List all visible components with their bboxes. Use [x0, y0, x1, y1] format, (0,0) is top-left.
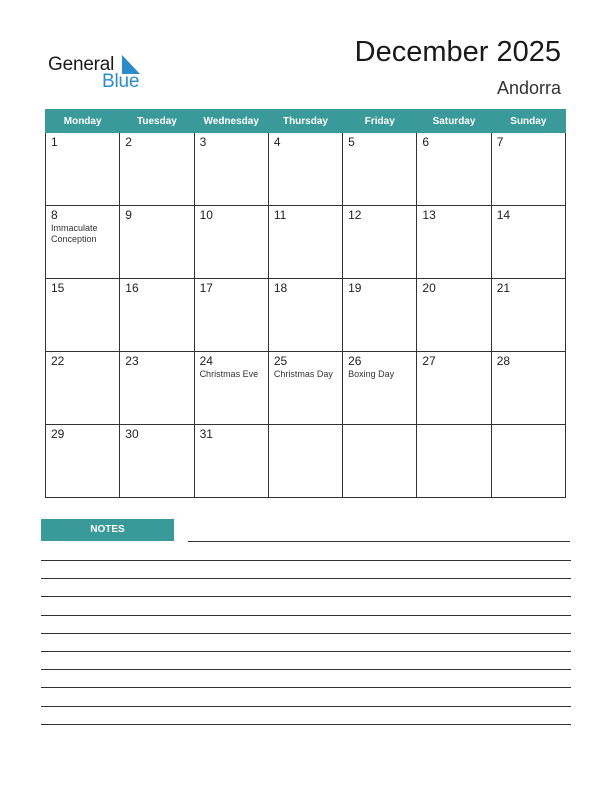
day-number: 11 — [273, 208, 287, 222]
weekday-header: Wednesday — [194, 110, 268, 133]
day-number: 23 — [125, 354, 139, 368]
day-cell — [194, 352, 268, 425]
note-line — [41, 578, 571, 579]
day-cell — [343, 206, 417, 279]
day-cell — [343, 279, 417, 352]
note-line — [41, 669, 571, 670]
day-cell — [491, 279, 565, 352]
day-cell — [46, 352, 120, 425]
day-number: 10 — [199, 208, 213, 222]
week-row — [46, 133, 566, 206]
day-cell — [268, 279, 342, 352]
day-number: 22 — [51, 354, 65, 368]
holiday-label: Christmas Day — [273, 369, 333, 379]
day-cell — [268, 206, 342, 279]
day-cell — [343, 352, 417, 425]
weekday-header: Saturday — [417, 110, 491, 133]
day-number: 15 — [51, 281, 65, 295]
notes-label: NOTES — [41, 519, 174, 541]
day-cell — [194, 425, 268, 498]
day-number: 20 — [422, 281, 436, 295]
day-number: 18 — [273, 281, 288, 295]
day-cell — [491, 425, 565, 498]
day-cell — [120, 206, 194, 279]
day-cell — [343, 425, 417, 498]
day-number: 5 — [348, 135, 355, 149]
day-cell — [491, 352, 565, 425]
day-number: 26 — [348, 354, 362, 368]
day-cell — [194, 133, 268, 206]
note-line — [188, 541, 570, 542]
day-number: 31 — [199, 427, 213, 441]
day-cell — [46, 279, 120, 352]
weekday-header: Tuesday — [120, 110, 194, 133]
holiday-label: Christmas Eve — [199, 369, 259, 379]
note-line — [41, 633, 571, 634]
weekday-header: Monday — [46, 110, 120, 133]
brand-logo — [48, 52, 158, 92]
day-number: 1 — [51, 135, 58, 149]
day-cell — [120, 279, 194, 352]
day-cell — [268, 133, 342, 206]
note-line — [41, 724, 571, 725]
calendar-grid — [45, 109, 566, 498]
day-cell — [491, 206, 565, 279]
week-row — [46, 352, 566, 425]
brand-general: General — [48, 54, 115, 75]
week-row — [46, 279, 566, 352]
week-row — [46, 425, 566, 498]
day-number: 3 — [199, 135, 207, 149]
holiday-label: Boxing Day — [348, 369, 395, 379]
day-number: 24 — [199, 354, 213, 368]
brand-blue: Blue — [102, 71, 140, 92]
note-line — [41, 596, 571, 597]
note-line — [41, 651, 571, 652]
day-cell — [194, 279, 268, 352]
day-cell — [417, 279, 491, 352]
day-number: 2 — [125, 135, 132, 149]
note-line — [41, 706, 571, 707]
day-number: 30 — [125, 427, 139, 441]
weekday-header: Thursday — [268, 110, 342, 133]
day-cell — [268, 425, 342, 498]
weekday-header: Friday — [343, 110, 417, 133]
day-number: 19 — [348, 281, 362, 295]
day-number: 17 — [199, 281, 213, 295]
day-number: 13 — [422, 208, 436, 222]
day-number: 12 — [348, 208, 362, 222]
day-cell — [417, 352, 491, 425]
day-cell — [268, 352, 342, 425]
day-cell — [120, 133, 194, 206]
day-cell — [417, 425, 491, 498]
day-cell — [343, 133, 417, 206]
day-number: 9 — [125, 208, 132, 222]
note-line — [41, 615, 571, 616]
weekday-header-row — [46, 110, 566, 133]
day-number: 28 — [496, 354, 511, 368]
day-number: 7 — [496, 135, 504, 149]
day-cell — [120, 425, 194, 498]
day-number: 29 — [51, 427, 65, 441]
note-line — [41, 687, 571, 688]
day-cell — [46, 206, 120, 279]
day-cell — [491, 133, 565, 206]
day-cell — [46, 133, 120, 206]
week-row — [46, 206, 566, 279]
day-number: 21 — [496, 281, 511, 295]
day-number: 16 — [125, 281, 139, 295]
day-number: 4 — [273, 135, 281, 149]
day-number: 14 — [496, 208, 511, 222]
page-title: December 2025 — [354, 36, 561, 68]
country-name: Andorra — [496, 78, 561, 98]
note-line — [41, 560, 571, 561]
day-number: 27 — [422, 354, 436, 368]
day-number: 25 — [273, 354, 288, 368]
day-number: 8 — [51, 208, 58, 222]
day-cell — [46, 425, 120, 498]
day-cell — [417, 133, 491, 206]
weekday-header: Sunday — [491, 110, 565, 133]
day-cell — [417, 206, 491, 279]
day-number: 6 — [422, 135, 430, 149]
day-cell — [194, 206, 268, 279]
day-cell — [120, 352, 194, 425]
holiday-label: Immaculate Conception — [51, 223, 98, 244]
